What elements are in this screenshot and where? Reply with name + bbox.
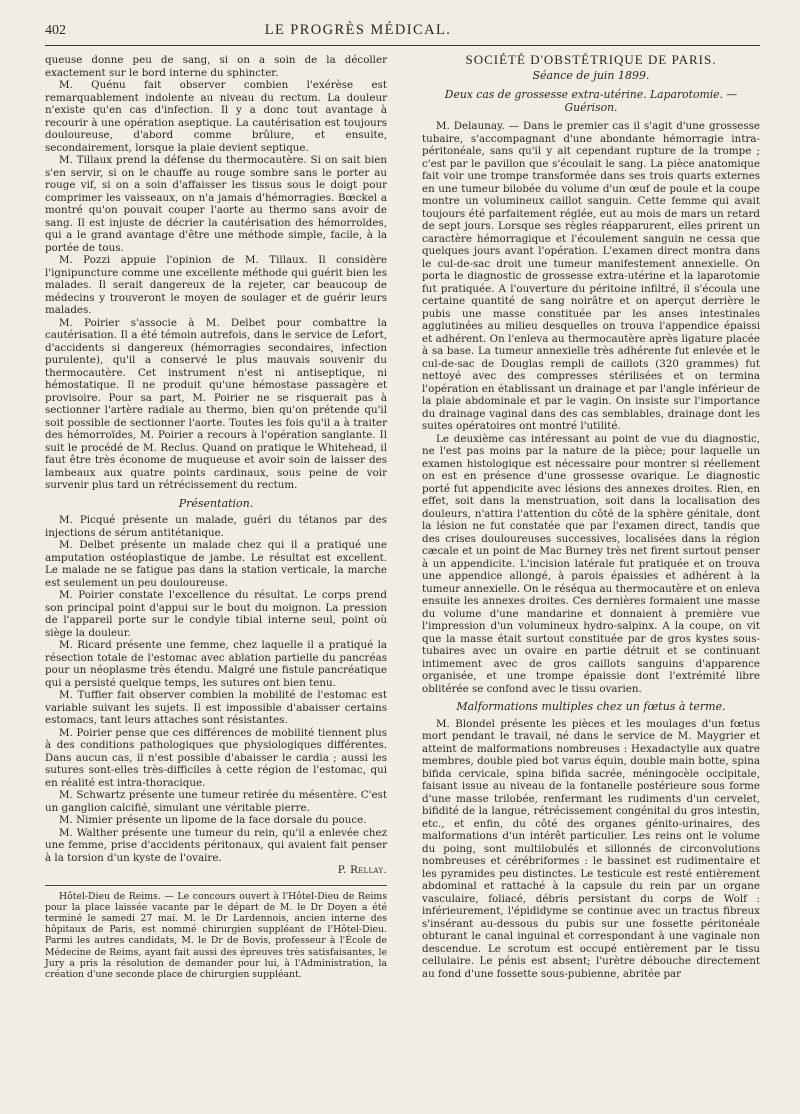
paragraph: Le deuxième cas intéressant au point de vue du diagnostic, ne l'est pas moins par la nature de la pièce; pour laquelle un examen histologique est nécessaire pour montrer si réellement on est en présence d'une grossesse ovarique. Le diagnostic porté fut appendicite avec lésions des annexes droites. Rien, en effet, soit dans la menstruation, soit dans la localisation des douleurs, n'attira l'attention du côté de la sphère génitale, dont la lésion ne fut constatée que par l'examen direct, tandis que des crises douloureuses successives, localisées dans la région cæcale et un point de Mac Burney très net firent surtout penser à un appendicite. L'incision latérale fut pratiquée et on trouva une appendice allongé, à parois épaissies et adhérent à la tumeur annexielle. On le réséqua au thermocautère et on enleva ensuite les annexes droites. Ces dernières formaient une masse du volume d'une mandarine et donnaient à première vue l'impression d'un volumineux hydro-salpinx. A la coupe, on vit que la masse était surtout constituée par de gros kystes sous-tubaires avec un ovaire en partie détruit et se continuant intimement avec de gros caillots sanguins d'apparence organisée, et une trompe épaissie dont l'extrémité libre oblitérée se confond avec le tissu ovarien. bbox=[422, 432, 760, 695]
paragraph: M. Walther présente une tumeur du rein, qu'il a enlevée chez une femme, prise d'accidents péritonaux, qui avaient fait penser à la torsion d'un kyste de l'ovaire. bbox=[45, 826, 387, 864]
section-heading-malformations: Malformations multiples chez un fœtus à terme. bbox=[456, 700, 726, 713]
page-number: 402 bbox=[45, 23, 66, 38]
paragraph: M. Delbet présente un malade chez qui il a pratiqué une amputation ostéoplastique de jambe. Le résultat est excellent. Le malade ne se fatigue pas dans la station verticale, la marche est seulement un peu douloureuse. bbox=[45, 539, 387, 589]
paragraph: M. Delaunay. — Dans le premier cas il s'agit d'une grossesse tubaire, s'accompagnant d'une abondante hémorragie intra-péritonéale, sans qu'il y ait cependant rupture de la trompe ; c'est par le pavillon que s'écoulait le sang. La pièce anatomique fait voir une trompe transformée dans ses trois quarts externes en une tumeur bilobée du volume d'un œuf de poule et la coupe montre un volumineux caillot sanguin. Cette femme qui avait toujours été parfaitement réglée, eut au mois de mars un retard de sept jours. Lorsque ses règles réapparurent, elles prirent un caractère hémorragique et l'écoulement sanguin ne cessa que quelques jours avant l'opération. L'examen direct montra dans le cul-de-sac droit une tumeur manifestement annexielle. On porta le diagnostic de grossesse extra-utérine et la laparotomie fut pratiquée. A l'ouverture du péritoine infiltré, il s'écoula une certaine quantité de sang noirâtre et on aperçut derrière le pubis une masse constituée par les anses intestinales agglutinées au milieu desquelles on trouva l'appendice épaissi et adhérent. On l'enleva au thermocautère après ligature placée à sa base. La tumeur annexielle très adhérente fut enlevée et le cul-de-sac de Douglas rempli de caillots (320 grammes) fut nettoyé avec des compresses stérilisées et on termina l'opération en établissant un drainage et par l'angle inférieur de la plaie abdominale et par le vagin. On insiste sur l'importance du drainage vaginal dans des cas semblables, drainage dont les suites opératoires ont montré l'utilité. bbox=[422, 120, 760, 432]
paragraph: M. Tillaux prend la défense du thermocautère. Si on sait bien s'en servir, si on le chauffe au rouge sombre sans le porter au rouge vif, si on a soin d'affaisser les tissus sous le doigt pour comprimer les vaisseaux, on n'a jamais d'hémorragies. Bœckel a montré qu'on pouvait couper l'aorte au thermo sans avoir de sang. Il est injuste de décrier la cautérisation des hémorroïdes, qui a le grand avantage d'être une méthode simple, facile, à la portée de tous. bbox=[45, 154, 387, 254]
news-paragraph: Hôtel-Dieu de Reims. — Le concours ouvert à l'Hôtel-Dieu de Reims pour la place laissée vacante par le départ de M. le Dr Doyen a été terminé le samedi 27 mai. M. le Dr Lardennois, ancien interne des hôpitaux de Paris, est nommé chirurgien suppléant de l'Hôtel-Dieu. Parmi les autres candidats, M. le Dr de Bovis, professeur à l'École de Médecine de Reims, ayant fait aussi des épreuves très satisfaisantes, le Jury a pris la résolution de demander pour lui, à l'Administration, la création d'une seconde place de chirurgien suppléant. bbox=[45, 890, 387, 980]
paragraph: M. Ricard présente une femme, chez laquelle il a pratiqué la résection totale de l'estomac avec ablation partielle du pancréas pour un néoplasme très étendu. Malgré une fistule pancréatique qui a persisté quelque temps, les sutures ont bien tenu. bbox=[45, 639, 387, 689]
article-subtitle: Deux cas de grossesse extra-utérine. Laparotomie. — Guérison. bbox=[444, 88, 738, 114]
section-divider bbox=[45, 885, 387, 886]
paragraph: M. Pozzi appuie l'opinion de M. Tillaux. Il considère l'ignipuncture comme une excellente méthode qui guérit bien les malades. Il serait dangereux de la rejeter, car beaucoup de médecins y trouveront le moyen de soulager et de guérir leurs malades. bbox=[45, 254, 387, 316]
section-heading-presentation: Présentation. bbox=[178, 496, 254, 510]
paragraph: M. Schwartz présente une tumeur retirée du mésentère. C'est un ganglion calcifié, simulant une véritable pierre. bbox=[45, 789, 387, 814]
session-date: Séance de juin 1899. bbox=[532, 68, 650, 82]
paragraph: M. Tuffier fait observer combien la mobilité de l'estomac est variable suivant les sujets. Il est impossible d'abaisser certains estomacs, tant leurs attaches sont résistantes. bbox=[45, 689, 387, 726]
paragraph: queuse donne peu de sang, si on a soin de la décoller exactement sur le bord interne du sphincter. bbox=[45, 54, 387, 79]
left-column bbox=[45, 54, 387, 980]
paragraph: M. Nimier présente un lipome de la face dorsale du pouce. bbox=[59, 814, 367, 826]
page-header bbox=[45, 22, 760, 44]
journal-title: LE PROGRÈS MÉDICAL. bbox=[264, 22, 452, 38]
paragraph: M. Poirier pense que ces différences de mobilité tiennent plus à des conditions pathologiques que physiologiques différentes. Dans aucun cas, il n'est possible d'abaisser le cardia ; aussi les sutures sont-elles très-difficiles à cette région de l'estomac, qui en réalité est intra-thoracique. bbox=[45, 726, 387, 789]
paragraph: M. Picqué présente un malade, guéri du tétanos par des injections de sérum antitétanique. bbox=[45, 514, 387, 539]
right-column bbox=[422, 54, 760, 980]
society-heading: SOCIÉTÉ D'OBSTÉTRIQUE DE PARIS. bbox=[465, 52, 717, 67]
paragraph: M. Quénu fait observer combien l'exérèse est remarquablement indolente au niveau du rectum. La douleur n'existe qu'en cas d'infection. Il y a donc tout avantage à recourir à une opération aseptique. La cautérisation est toujours douloureuse, d'abord comme brûlure, et ensuite, secondairement, lorsque la plaie devient septique. bbox=[45, 79, 387, 154]
header-rule bbox=[45, 45, 760, 46]
news-item bbox=[45, 891, 387, 981]
paragraph: M. Poirier s'associe à M. Delbet pour combattre la cautérisation. Il a été témoin autrefois, dans le service de Lefort, d'accidents si dangereux (hémorragies secondaires, infection purulente), qu'il a conservé le plus mauvais souvenir du thermocautère. Cet instrument n'est ni antiseptique, ni hémostatique. Il ne produit qu'une hémostase passagère et provisoire. Pour sa part, M. Poirier ne se risquerait pas à sectionner l'artère radiale au thermo, bien qu'on prétende qu'il soit possible de sectionner l'aorte. Toutes les fois qu'il a à traiter des hémorroïdes, M. Poirier a recours à l'opération sanglante. Il suit le procédé de M. Reclus. Quand on pratique le Whitehead, il faut être très économe de muqueuse et avoir soin de laisser des lambeaux aux quatre points cardinaux, sous peine de voir survenir plus tard un rétrécissement du rectum. bbox=[45, 316, 387, 491]
paragraph: M. Blondel présente les pièces et les moulages d'un fœtus mort pendant le travail, né dans le service de M. Maygrier et atteint de malformations nombreuses : Hexadactylie aux quatre membres, double pied bot varus équin, double main botte, spina bifida cervicale, spina bifida sacrée, méningocèle occipitale, faisant issue au niveau de la fontanelle postérieure sous forme d'une masse trilobée, renfermant les rudiments d'un cervelet, bifidité de la langue, rétrécissement congénital du gros intestin, etc., et enfin, du côté des organes génito-urinaires, des malformations d'un intérêt particulier. Les reins ont le volume du poing, sont multilobulés et sillonnés de circonvolutions nombreuses et cérébriformes : le bassinet est rudimentaire et les pyramides peu distinctes. Le testicule est resté entièrement abdominal et rattaché à la capsule du rein par un organe vasculaire, foliacé, débris persistant du corps de Wolf : inférieurement, l'épididyme se continue avec un tractus fibreux s'insérant au-dessous du pubis sur une fossette péritonéale obturant le canal inguinal et correspondant à une vaginale non descendue. Le scrotum est occupé entièrement par le tissu cellulaire. Le pénis est absent; l'urètre débouche directement au fond d'une fossette sous-pubienne, abritée par bbox=[422, 717, 760, 980]
paragraph: M. Poirier constate l'excellence du résultat. Le corps prend son principal point d'appui sur le bout du moignon. La pression de l'appareil porte sur le condyle tibial interne seul, point où siège la douleur. bbox=[45, 589, 387, 639]
author-signature: P. Rellay. bbox=[337, 864, 387, 876]
